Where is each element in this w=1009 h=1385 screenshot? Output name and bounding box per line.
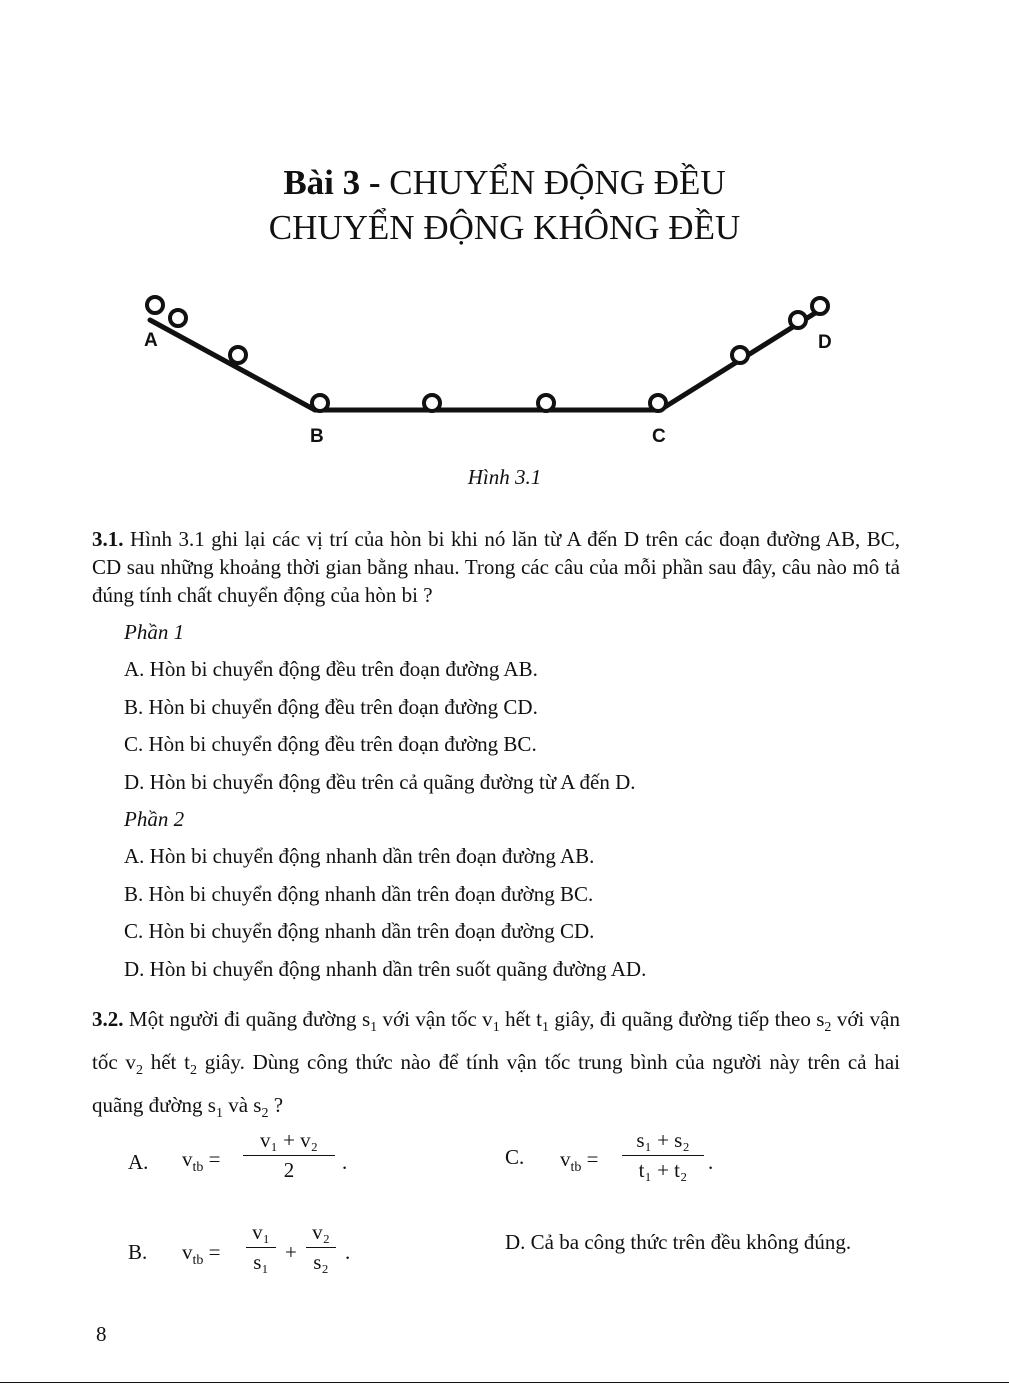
part2-option-b: B. Hòn bi chuyển động nhanh dần trên đoạn đường BC. (124, 882, 594, 906)
label-b: B (310, 426, 324, 447)
part1-option-d: D. Hòn bi chuyển động đều trên cả quãng đường từ A đến D. (124, 770, 636, 794)
text: = (208, 1147, 221, 1171)
option-a-end: . (342, 1150, 348, 1174)
option-b-fraction-1 (246, 1220, 276, 1275)
numerator: v₂ (312, 1220, 330, 1244)
part1-option-c: C. Hòn bi chuyển động đều trên đoạn đường BC. (124, 732, 537, 756)
text: v (560, 1147, 571, 1171)
option-a-letter: A. (128, 1150, 149, 1174)
denominator: t₁ + t₂ (638, 1158, 688, 1182)
ball (650, 395, 666, 411)
text: và s (222, 1093, 262, 1118)
ball (790, 312, 806, 328)
text: = (208, 1240, 221, 1264)
subscript: tb (192, 1253, 204, 1269)
part-2-label: Phần 2 (124, 807, 185, 831)
text: = (586, 1147, 599, 1171)
subscript: tb (570, 1160, 582, 1176)
label-c: C (652, 426, 666, 447)
ball (812, 298, 828, 314)
part2-option-d: D. Hòn bi chuyển động nhanh dần trên suốt quãng đường AD. (124, 957, 647, 981)
ball (170, 310, 186, 326)
text: giây, đi quãng đường tiếp theo s (549, 1007, 825, 1031)
option-a-fraction (243, 1128, 335, 1183)
option-b-end: . (345, 1240, 351, 1264)
text: v (182, 1240, 193, 1264)
option-c-fraction (622, 1128, 704, 1183)
subscript: 2 (261, 1106, 269, 1122)
path-ab (150, 320, 315, 410)
numerator: v₁ + v₂ (260, 1128, 318, 1152)
numerator: v₁ (252, 1220, 270, 1244)
text: hết t (142, 1050, 190, 1075)
label-d: D (818, 332, 832, 353)
text: hết t (499, 1007, 543, 1031)
numerator: s₁ + s₂ (636, 1128, 690, 1152)
ball (230, 347, 246, 363)
part2-option-a: A. Hòn bi chuyển động nhanh dần trên đoạn đường AB. (124, 844, 595, 868)
fraction-bar (306, 1247, 336, 1248)
option-c-letter: C. (505, 1145, 525, 1169)
part2-option-c: C. Hòn bi chuyển động nhanh dần trên đoạn đường CD. (124, 919, 595, 943)
question-3-2 (92, 1002, 900, 1132)
subscript: 1 (492, 1020, 500, 1036)
figure-caption: Hình 3.1 (467, 465, 542, 489)
fraction-bar (622, 1155, 704, 1156)
subscript: 2 (824, 1020, 832, 1036)
option-b-letter: B. (128, 1240, 148, 1264)
question-text: Hình 3.1 ghi lại các vị trí của hòn bi khi nó lăn từ A đến D trên các đoạn đường AB, BC, CD sau những khoảng thời gian bằng nhau. Trong các câu của mỗi phần sau đây, câu nào mô tả đúng tính chất chuyển động của hòn bi ? (92, 527, 900, 607)
text: v (182, 1147, 193, 1171)
subscript: 1 (370, 1020, 378, 1036)
lesson-title-line2: CHUYỂN ĐỘNG KHÔNG ĐỀU (268, 208, 741, 247)
fraction-bar (246, 1247, 276, 1248)
option-b-plus: + (285, 1240, 297, 1264)
subscript: tb (192, 1160, 204, 1176)
option-b-lhs (182, 1240, 220, 1269)
question-number: 3.1. (92, 527, 124, 551)
ball (147, 297, 163, 313)
figure-3-1 (130, 285, 870, 455)
option-c-lhs (560, 1147, 598, 1176)
question-number: 3.2. (92, 1007, 124, 1031)
text: với vận tốc v (92, 1007, 900, 1075)
option-a-lhs (182, 1147, 220, 1176)
denominator: s₂ (313, 1250, 329, 1274)
subscript: 2 (135, 1063, 143, 1079)
subscript: 2 (190, 1063, 197, 1079)
option-b-fraction-2 (306, 1220, 336, 1275)
text: Một người đi quãng đường s (123, 1007, 371, 1031)
ball (312, 395, 328, 411)
page-number: 8 (96, 1322, 107, 1346)
fraction-bar (243, 1155, 335, 1156)
text: ? (268, 1093, 284, 1118)
part1-option-b: B. Hòn bi chuyển động đều trên đoạn đường CD. (124, 695, 538, 719)
page-bottom-rule (0, 1382, 1009, 1383)
lesson-number: Bài 3 - (283, 163, 381, 202)
text: với vận tốc v (377, 1007, 493, 1031)
ball (424, 395, 440, 411)
subscript: 1 (542, 1020, 550, 1036)
denominator: 2 (283, 1158, 295, 1182)
subscript: 1 (215, 1106, 223, 1122)
denominator: s₁ (253, 1250, 269, 1274)
question-3-1 (92, 525, 900, 609)
label-a: A (144, 330, 158, 351)
option-d: D. Cả ba công thức trên đều không đúng. (505, 1230, 852, 1254)
ball (732, 347, 748, 363)
ball (538, 395, 554, 411)
lesson-title-text: CHUYỂN ĐỘNG ĐỀU (380, 163, 726, 202)
part-1-label: Phần 1 (124, 620, 185, 644)
text: giây. Dùng công thức nào để tính vận tốc trung bình của người này trên cả hai quãng đường s (92, 1050, 900, 1118)
option-c-end: . (708, 1150, 714, 1174)
lesson-title-line1 (0, 163, 1009, 203)
part1-option-a: A. Hòn bi chuyển động đều trên đoạn đường AB. (124, 657, 538, 681)
